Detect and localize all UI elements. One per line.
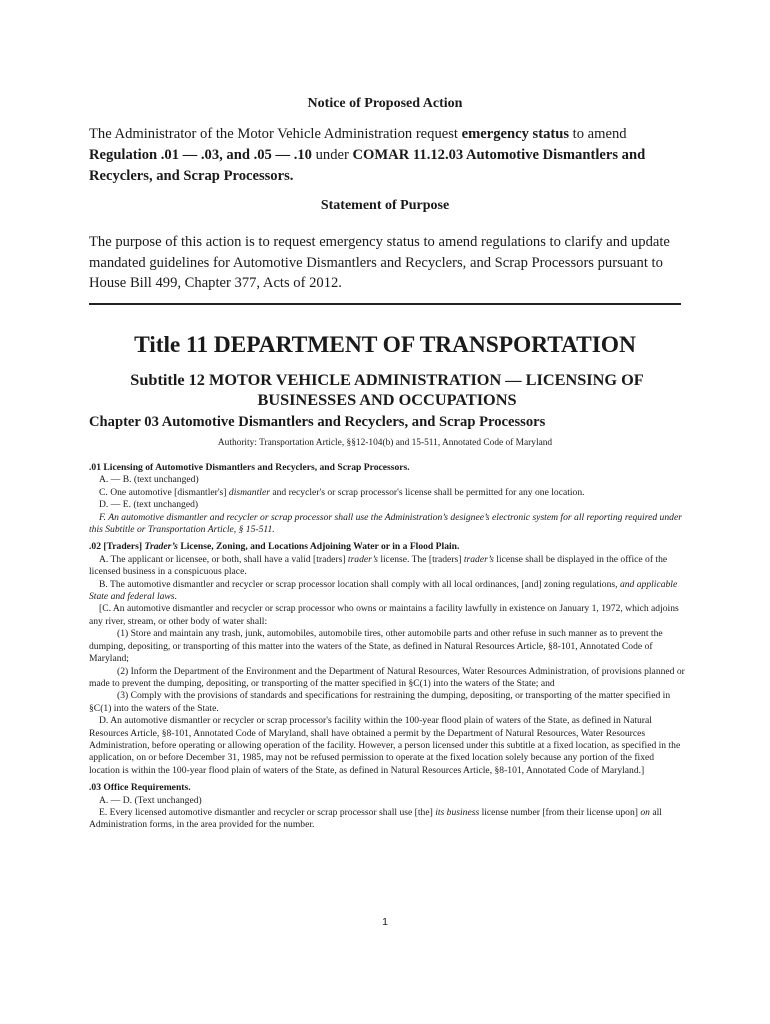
section-02-item-c: [C. An automotive dismantler and recycler or scrap processor who owns or maintains a facility lawfully in existence on January 1, 1972, which adjoins any river, stream, or other body of water shall: bbox=[89, 603, 679, 627]
chapter-heading: Chapter 03 Automotive Dismantlers and Recyclers, and Scrap Processors bbox=[89, 414, 546, 430]
title-heading: Title 11 DEPARTMENT OF TRANSPORTATION bbox=[134, 332, 636, 358]
section-02-item-c1: (1) Store and maintain any trash, junk, automobiles, automobile tires, other automobile parts and other refuse in such manner as to prevent the dumping, depositing, or transporting of this matter into the waters of the State, as defined in Natural Resources Article, §8-101, Annotated Code of Maryland; bbox=[89, 628, 663, 665]
section-02-item-a bbox=[89, 554, 685, 579]
horizontal-rule bbox=[89, 303, 681, 305]
section-03-item-e bbox=[89, 807, 685, 832]
section-02-item-d: D. An automotive dismantler or recycler or scrap processor's facility within the 100-year flood plain of waters of the State, as defined in Natural Resources Article, §8-101, Annotated Code of Maryland, shall have obtained a permit by the Department of Natural Resources, Water Resources Administration, before operating or allowing operation of the facility. However, a person licensed under this subtitle at a fixed location, as specified in the application, on or before December 31, 1985, may not be refused permission to operate at the fixed location solely because any portion of the fixed location is within the 100-year flood plain of waters of the State, as defined in Natural Resources Article, §8-101, Annotated Code of Maryland.] bbox=[89, 715, 681, 776]
intro-text-2: to amend bbox=[569, 126, 627, 142]
subtitle-heading: Subtitle 12 MOTOR VEHICLE ADMINISTRATION — LICENSING OF BUSINESSES AND OCCUPATIONS bbox=[130, 370, 644, 409]
section-01-item-d: D. — E. (text unchanged) bbox=[99, 499, 199, 511]
section-02-heading-text-1: .02 [Traders] bbox=[89, 541, 145, 553]
section-03-item-e-text-3: all Administration forms, in the area provided for the number. bbox=[89, 806, 662, 831]
section-01-item-c-text-2: and recycler's or scrap processor's license shall be permitted for any one location. bbox=[269, 486, 585, 498]
section-02-heading bbox=[89, 541, 685, 553]
intro-text-1: The Administrator of the Motor Vehicle Administration request bbox=[89, 126, 462, 142]
page-number: 1 bbox=[382, 916, 388, 928]
intro-bold-regulation: Regulation .01 — .03, and .05 — .10 bbox=[89, 147, 312, 163]
section-01-item-c-italic: dismantler bbox=[228, 486, 270, 498]
section-02-item-b-text-1: B. The automotive dismantler and recycler or scrap processor location shall comply with all local ordinances, [and] zoning regulations, bbox=[99, 578, 620, 590]
section-01-item-c bbox=[89, 487, 685, 499]
section-02-item-c2: (2) Inform the Department of the Environment and the Department of Natural Resources, Water Resources Administration, of provisions planned or made to prevent the dumping, depositing, or transporting of the matter specified in §C(1) into the waters of the State; and bbox=[89, 665, 685, 689]
section-01-heading: .01 Licensing of Automotive Dismantlers and Recyclers, and Scrap Processors. bbox=[89, 462, 410, 473]
section-03-heading: .03 Office Requirements. bbox=[89, 782, 191, 794]
section-01-item-f: F. An automotive dismantler and recycler or scrap processor shall use the Administration’s designee’s electronic system for all reporting required under this Subtitle or Transportation Article, § 15-511. bbox=[89, 511, 682, 536]
section-02-item-a-text-3: license shall be displayed in the office of the licensed business in a conspicuous place. bbox=[89, 553, 668, 578]
section-02-heading-text-2: License, Zoning, and Locations Adjoining Water or in a Flood Plain. bbox=[177, 541, 460, 553]
notice-title: Notice of Proposed Action bbox=[307, 96, 463, 111]
section-02-item-b-italic: and applicable State and federal laws bbox=[89, 578, 678, 603]
section-03-item-a: A. — D. (Text unchanged) bbox=[99, 794, 202, 806]
intro-bold-emergency: emergency status bbox=[461, 126, 570, 142]
section-02-item-a-italic-2: trader’s bbox=[463, 553, 494, 565]
section-03-item-e-text-2: license number [from their license upon] bbox=[479, 806, 641, 818]
regulation-body bbox=[89, 462, 685, 832]
purpose-title: Statement of Purpose bbox=[320, 198, 450, 213]
section-02-item-a-italic-1: trader’s bbox=[347, 553, 378, 565]
section-02-item-b bbox=[89, 579, 685, 604]
authority-line: Authority: Transportation Article, §§12-104(b) and 15-511, Annotated Code of Maryland bbox=[217, 438, 553, 448]
section-02-item-c3: (3) Comply with the provisions of standards and specifications for restraining the dumping, depositing, or transporting of the matter specified in §C(1) into the waters of the State. bbox=[89, 690, 671, 714]
intro-paragraph bbox=[89, 124, 684, 187]
section-01-item-a: A. — B. (text unchanged) bbox=[99, 474, 199, 486]
section-02-item-b-text-2: . bbox=[174, 591, 177, 603]
intro-text-3: under bbox=[311, 147, 353, 163]
section-01-item-c-text-1: C. One automotive [dismantler's] bbox=[99, 486, 229, 498]
section-02-item-a-text-1: A. The applicant or licensee, or both, shall have a valid [traders] bbox=[99, 553, 348, 565]
section-02-item-a-text-2: license. The [traders] bbox=[377, 553, 464, 565]
intro-bold-comar: COMAR 11.12.03 Automotive Dismantlers and Recyclers, and Scrap Processors. bbox=[89, 147, 646, 184]
purpose-paragraph: The purpose of this action is to request emergency status to amend regulations to clarify and update mandated guidelines for Automotive Dismantlers and Recyclers, and Scrap Processors pursuant to House Bill 499, Chapter 377, Acts of 2012. bbox=[89, 234, 670, 291]
section-02-heading-italic: Trader’s bbox=[144, 541, 178, 553]
section-03-item-e-text-1: E. Every licensed automotive dismantler and recycler or scrap processor shall use [the] bbox=[99, 806, 436, 818]
section-03-item-e-italic-2: on bbox=[640, 806, 650, 818]
section-03-item-e-italic-1: its business bbox=[435, 806, 480, 818]
